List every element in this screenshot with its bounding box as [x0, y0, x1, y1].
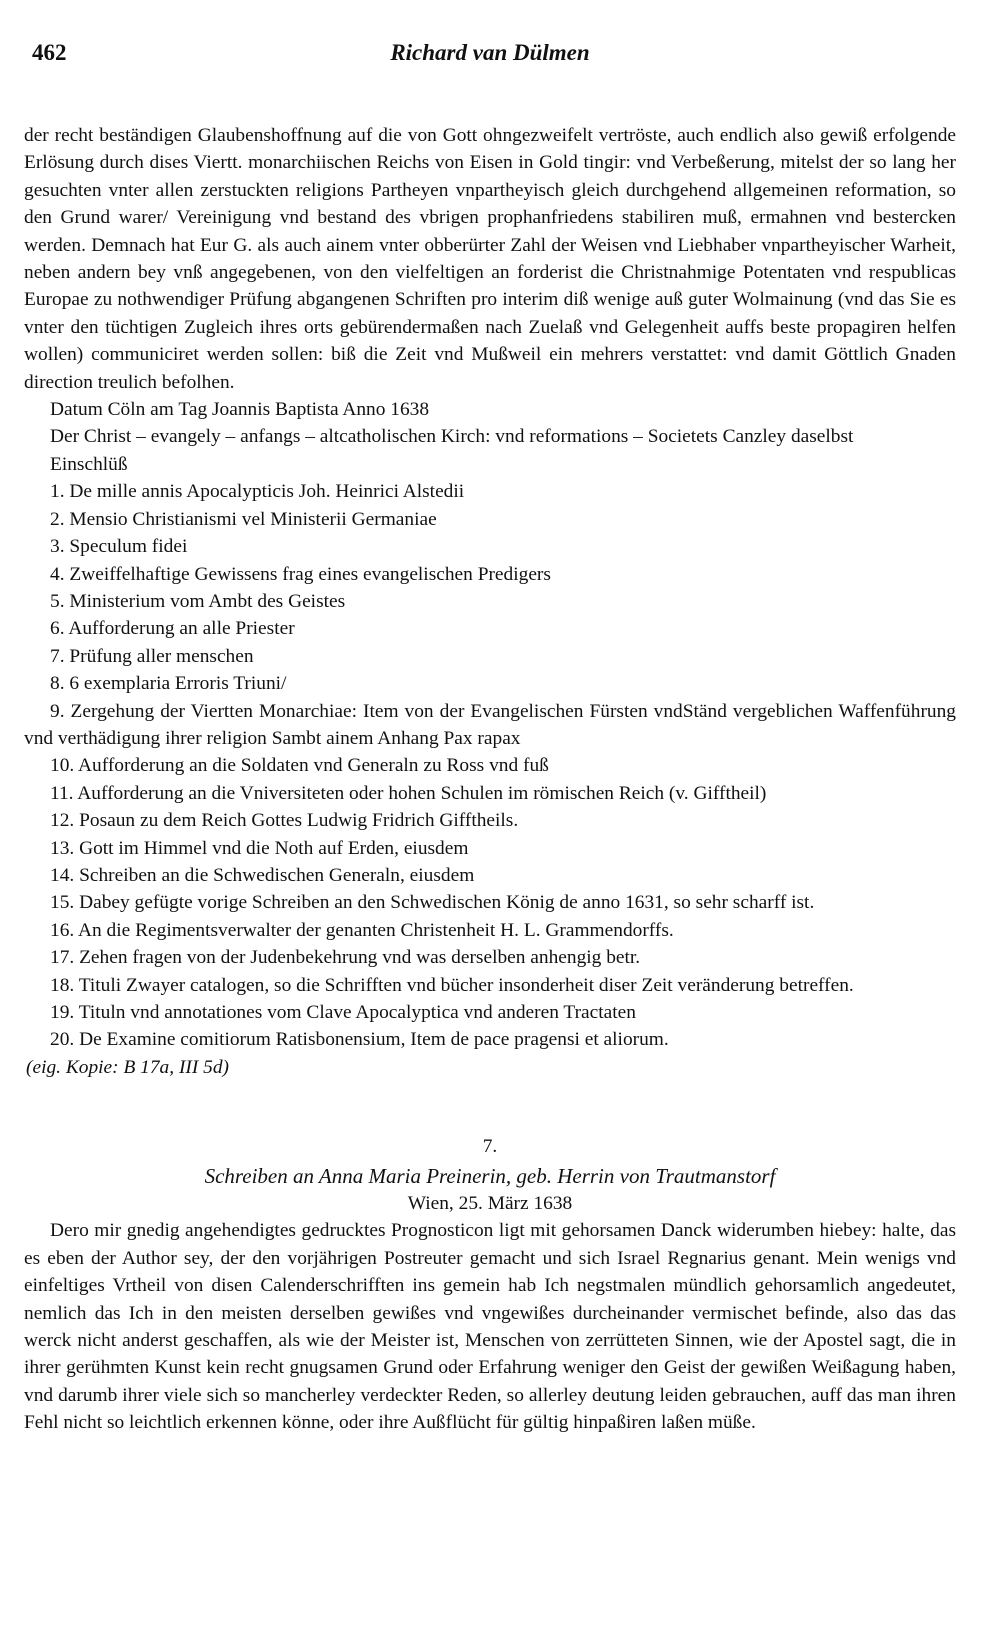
list-item: 17. Zehen fragen von der Judenbekehrung vnd was derselben anhengig betr.: [50, 947, 641, 969]
list-item: 9. Zergehung der Viertten Monarchiae: Item von der Evangelischen Fürsten vndStänd vergeblichen Waffenführung vnd verthädigung ihrer religion Sambt ainem Anhang Pax rapax: [24, 700, 956, 749]
list-item: 12. Posaun zu dem Reich Gottes Ludwig Fridrich Gifftheils.: [50, 810, 519, 832]
list-item: 14. Schreiben an die Schwedischen Generaln, eiusdem: [50, 864, 475, 886]
list-item: 15. Dabey gefügte vorige Schreiben an den Schwedischen König de anno 1631, so sehr scharff ist.: [50, 892, 815, 914]
list-item: 6. Aufforderung an alle Priester: [50, 618, 295, 640]
list-item: 11. Aufforderung an die Vniversiteten oder hohen Schulen im römischen Reich (v. Gifftheil): [50, 782, 767, 804]
source-note: (eig. Kopie: B 17a, III 5d): [26, 1056, 230, 1078]
list-item: 5. Ministerium vom Ambt des Geistes: [50, 590, 346, 612]
section-title: Schreiben an Anna Maria Preinerin, geb. Herrin von Trautmanstorf: [204, 1163, 776, 1188]
list-item: 20. De Examine comitiorum Ratisbonensium, Item de pace pragensi et aliorum.: [50, 1029, 669, 1051]
list-item: 13. Gott im Himmel vnd die Noth auf Erden, eiusdem: [50, 837, 469, 859]
list-item: 4. Zweiffelhaftige Gewissens frag eines evangelischen Predigers: [50, 563, 551, 585]
enclosures-label: Einschlüß: [50, 453, 128, 475]
signature-line: Der Christ – evangely – anfangs – altcatholischen Kirch: vnd reformations – Societets Canzley daselbst: [50, 426, 854, 448]
letter-body: [24, 1217, 956, 1436]
section-number: 7.: [482, 1136, 498, 1158]
list-item: 8. 6 exemplaria Erroris Triuni/: [50, 673, 287, 695]
list-item: 3. Speculum fidei: [50, 536, 188, 558]
body-paragraph: der recht beständigen Glaubenshoffnung auf die von Gott ohngezweifelt vertröste, auch endlich also gewiß erfolgende Erlösung durch dises Viertt. monarchiischen Reichs von Eisen in Gold tingir: vnd Verbeßerung, mitelst der so lang her gesuchten vnter allen zerstuckten religions Partheyen vnpartheyisch gleich durchgehend allgemeinen reformation, so den Grund warer/ Vereinigung vnd bestand des vbrigen prophanfriedens stabiliren muß, ermahnen vnd bestercken werden. Demnach hat Eur G. als auch ainem vnter obberürter Zahl der Weisen vnd Liebhaber vnpartheyischer Warheit, neben andern bey vnß angegebenen, von den vielfeltigen an forderist die Christnahmige Potentaten vnd respublicas Europae zu nothwendiger Prüfung abgangenen Schriften pro interim diß wenige auß guter Wolmainung (vnd das Sie es vnter den tüchtigen Zugleich ihres orts gebürendermaßen nach Zuelaß vnd Gelegenheit auffs beste propagiren helfen wollen) communiciret werden sollen: biß die Zeit vnd Mußweil ein mehrers verstattet: vnd damit Göttlich Gnaden direction treulich befolhen.: [24, 125, 956, 393]
list-item: 10. Aufforderung an die Soldaten vnd Generaln zu Ross vnd fuß: [50, 755, 549, 777]
list-item: 2. Mensio Christianismi vel Ministerii Germaniae: [50, 508, 437, 530]
list-item: 18. Tituli Zwayer catalogen, so die Schrifften vnd bücher insonderheit diser Zeit veränderung betreffen.: [50, 974, 854, 996]
list-item: 1. De mille annis Apocalypticis Joh. Heinrici Alstedii: [50, 481, 465, 503]
list-item: 19. Tituln vnd annotationes vom Clave Apocalyptica vnd anderen Tractaten: [50, 1002, 636, 1023]
enclosures-list: [24, 478, 956, 1054]
list-item: 7. Prüfung aller menschen: [50, 645, 254, 667]
page-content: [24, 122, 956, 1437]
running-title: Richard van Dülmen: [390, 40, 590, 65]
running-head: [24, 40, 956, 80]
section-date: Wien, 25. März 1638: [407, 1193, 573, 1215]
letter-paragraph: Dero mir gnedig angehendigtes gedrucktes Prognosticon ligt mit gehorsamen Danck widerumben hiebey: halte, das es eben der Author sey, der den vorjährigen Postreuter gemacht und sich Israel Regnarius genant. Mein wenigs vnd einfeltiges Vrtheil von disen Calenderschrifften ins gemein hab Ich negstmalen mündlich gehorsamlich angedeutet, nemlich das Ich in den meisten derselben gewißes vnd vngewißes durcheinander vermischet befinde, also das das werck nicht anderst geschaffen, als wie der Meister ist, Menschen von zerrütteten Sinnen, wie der Apostel sagt, die in ihrer gerühmten Kunst kein recht gnugsamen Grund oder Erfahrung weniger den Geist der gewißen Weißagung haben, vnd darumb ihrer viele sich so mancherley verdeckter Reden, so allerley deutung leiden gebrauchen, auff das man ihren Fehl nicht so leichtlich erkennen könne, oder ihre Außflücht für gültig hinpaßiren laßen müße.: [24, 1220, 956, 1434]
datum-line: Datum Cöln am Tag Joannis Baptista Anno 1638: [50, 399, 430, 421]
list-item: 16. An die Regimentsverwalter der genanten Christenheit H. L. Grammendorffs.: [50, 919, 674, 941]
page-number: 462: [32, 40, 67, 65]
